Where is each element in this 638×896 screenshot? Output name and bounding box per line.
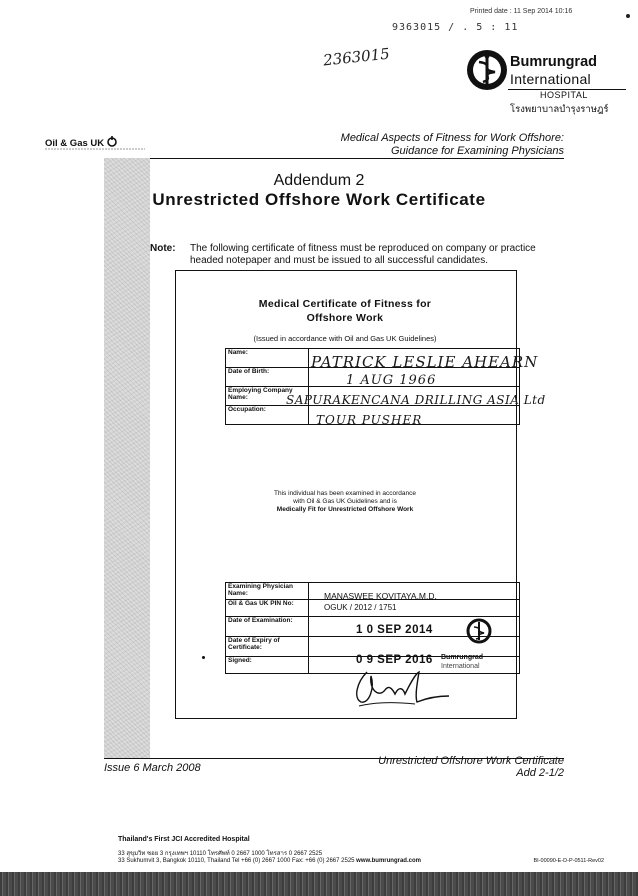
examination-statement bbox=[175, 490, 515, 514]
footer-page-ref: Add 2-1/2 bbox=[516, 767, 564, 779]
hospital-international: International bbox=[510, 71, 591, 87]
pin-label: Oil & Gas UK PIN No: bbox=[226, 600, 309, 617]
addendum-title: Addendum 2 bbox=[273, 172, 365, 189]
occupation-label: Occupation: bbox=[226, 406, 309, 425]
address-english bbox=[118, 858, 421, 864]
company-value: SAPURAKENCANA DRILLING ASIA Ltd bbox=[286, 393, 546, 407]
scan-dot bbox=[626, 14, 630, 18]
name-label: Name: bbox=[226, 349, 309, 368]
physician-signature bbox=[345, 668, 455, 708]
handwritten-top-note: 9363015 / . 5 : 11 bbox=[392, 22, 519, 33]
dob-value: 1 AUG 1966 bbox=[346, 373, 437, 388]
footer-certificate-name: Unrestricted Offshore Work Certificate bbox=[378, 755, 564, 767]
exam-date-label: Date of Examination: bbox=[226, 617, 309, 637]
certificate-title-line1: Medical Certificate of Fitness for bbox=[258, 298, 432, 310]
stamp-hospital-international: International bbox=[441, 663, 480, 670]
certificate-issued-note: (Issued in accordance with Oil and Gas UK Guidelines) bbox=[253, 334, 437, 343]
fitness-statement: Medically Fit for Unrestricted Offshore Work bbox=[276, 506, 414, 513]
website-link[interactable]: www.bumrungrad.com bbox=[356, 858, 421, 864]
stamp-emblem-icon bbox=[466, 618, 492, 644]
addendum-subtitle: Unrestricted Offshore Work Certificate bbox=[152, 190, 486, 209]
examination-statement-line2: with Oil & Gas UK Guidelines and is bbox=[293, 498, 397, 505]
accreditation-line: Thailand's First JCI Accredited Hospital bbox=[118, 836, 250, 843]
company-label: Employing Company Name: bbox=[226, 387, 309, 406]
header-divider bbox=[104, 158, 564, 159]
expiry-label: Date of Expiry of Certificate: bbox=[226, 637, 309, 657]
stamp-hospital-name: Bumrungrad bbox=[441, 654, 483, 661]
certificate-title bbox=[175, 297, 515, 325]
name-value: PATRICK LESLIE AHEARN bbox=[311, 353, 539, 371]
hospital-thai-name: โรงพยาบาลบำรุงราษฎร์ bbox=[510, 104, 609, 115]
occupation-value: TOUR PUSHER bbox=[316, 413, 423, 427]
note-label: Note: bbox=[150, 243, 176, 254]
guidance-title-line1: Medical Aspects of Fitness for Work Offshore: bbox=[340, 132, 564, 144]
scan-bottom-band bbox=[0, 872, 638, 896]
pin-value: OGUK / 2012 / 1751 bbox=[324, 603, 397, 612]
handwritten-reference: 2363015 bbox=[322, 44, 391, 70]
physician-value: MANASWEE KOVITAYA,M.D. bbox=[324, 591, 437, 601]
note-text: The following certificate of fitness must be reproduced on company or practice headed notepaper and must be issued to all successful candidates. bbox=[190, 243, 536, 266]
address-thai: 33 สุขุมวิท ซอย 3 กรุงเทพฯ 10110 โทรศัพท์ 0 2667 1000 โทรสาร 0 2667 2525 bbox=[118, 851, 323, 857]
dob-label: Date of Birth: bbox=[226, 368, 309, 387]
guidance-title-line2: Guidance for Examining Physicians bbox=[390, 145, 564, 157]
examination-statement-line1: This individual has been examined in accordance bbox=[273, 490, 416, 497]
printed-date: Printed date : 11 Sep 2014 10:16 bbox=[470, 8, 573, 15]
hospital-name: Bumrungrad bbox=[510, 54, 597, 70]
margin-mark bbox=[202, 656, 205, 659]
signed-label: Signed: bbox=[226, 657, 309, 674]
footer-issue: Issue 6 March 2008 bbox=[104, 762, 201, 774]
bumrungrad-emblem-icon bbox=[465, 48, 509, 92]
physician-label: Examining Physician Name: bbox=[226, 583, 309, 600]
certificate-title-line2: Offshore Work bbox=[306, 312, 384, 324]
address-english-text: 33 Sukhumvit 3, Bangkok 10110, Thailand Tel +66 (0) 2667 1000 Fax: +66 (0) 2667 2525 bbox=[118, 858, 355, 864]
expiry-date-stamp: 0 9 SEP 2016 bbox=[356, 654, 433, 666]
oil-gas-uk-logo-text: Oil & Gas UK bbox=[45, 138, 105, 149]
exam-date-stamp: 1 0 SEP 2014 bbox=[356, 624, 433, 636]
document-reference: BI-00090-E-D-P-0511-Rev02 bbox=[533, 858, 604, 864]
scan-shading-strip bbox=[104, 158, 150, 758]
hospital-label: HOSPITAL bbox=[540, 90, 588, 100]
oil-gas-drop-icon bbox=[107, 136, 117, 147]
oil-gas-tagline-line bbox=[45, 147, 145, 152]
